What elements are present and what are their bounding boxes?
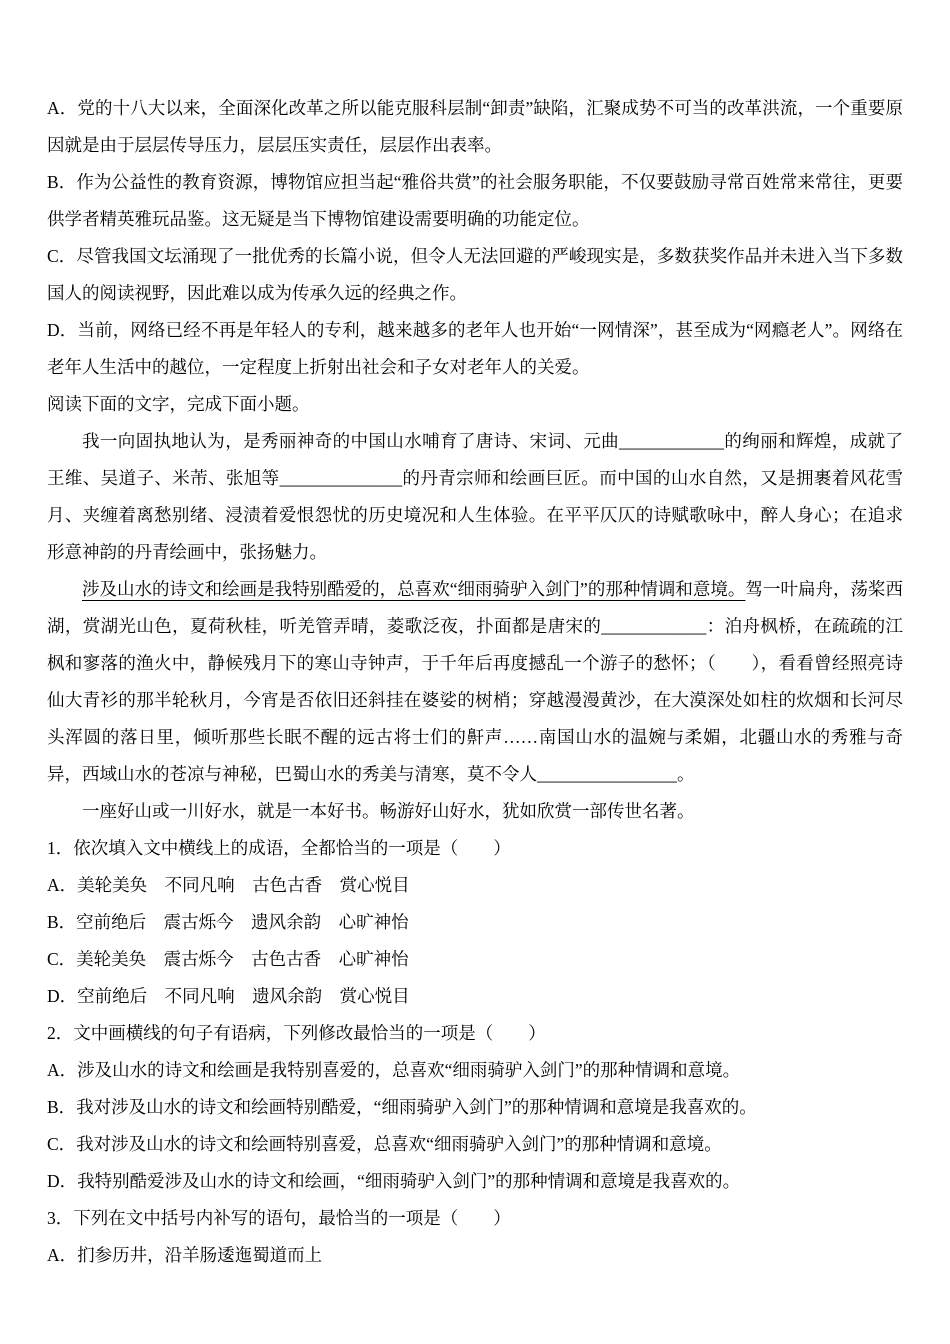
question-1-stem [47, 830, 903, 867]
question-2-option-b [47, 1089, 903, 1126]
prev-question-option-c [47, 238, 903, 312]
text-segment: A．美轮美奂 不同凡响 古色古香 赏心悦目 [47, 875, 410, 895]
question-1-option-b [47, 904, 903, 941]
text-segment: A．扪参历井，沿羊肠逶迤蜀道而上 [47, 1245, 323, 1265]
text-segment: D．空前绝后 不同凡响 遗风余韵 赏心悦目 [47, 986, 410, 1006]
passage-paragraph-3 [47, 793, 903, 830]
text-segment: B．我对涉及山水的诗文和绘画特别酷爱，“细雨骑驴入剑门”的那种情调和意境是我喜欢的。 [47, 1097, 757, 1117]
prev-question-option-d [47, 312, 903, 386]
question-3-option-a [47, 1237, 903, 1274]
prev-question-option-b [47, 164, 903, 238]
passage-paragraph-1 [47, 423, 903, 571]
text-segment: C．我对涉及山水的诗文和绘画特别喜爱，总喜欢“细雨骑驴入剑门”的那种情调和意境。 [47, 1134, 722, 1154]
reading-instruction [47, 386, 903, 423]
text-segment: D．当前，网络已经不再是年轻人的专利，越来越多的老年人也开始“一网情深”，甚至成为“网瘾老人”。网络在老年人生活中的越位，一定程度上折射出社会和子女对老年人的关爱。 [47, 320, 903, 377]
text-segment: B．作为公益性的教育资源，博物馆应担当起“雅俗共赏”的社会服务职能，不仅要鼓励寻常百姓常来常往，更要供学者精英雅玩品鉴。这无疑是当下博物馆建设需要明确的功能定位。 [47, 172, 903, 229]
question-1-option-c [47, 941, 903, 978]
question-2-option-c [47, 1126, 903, 1163]
text-segment: 1．依次填入文中横线上的成语，全都恰当的一项是（ ） [47, 838, 511, 858]
text-segment: B．空前绝后 震古烁今 遗风余韵 心旷神怡 [47, 912, 409, 932]
question-1-option-a [47, 867, 903, 904]
text-segment: C．美轮美奂 震古烁今 古色古香 心旷神怡 [47, 949, 409, 969]
question-2-option-a [47, 1052, 903, 1089]
passage-paragraph-2 [47, 571, 903, 793]
text-segment: D．我特别酷爱涉及山水的诗文和绘画，“细雨骑驴入剑门”的那种情调和意境是我喜欢的。 [47, 1171, 741, 1191]
question-2-stem [47, 1015, 903, 1052]
underlined-sentence: 涉及山水的诗文和绘画是我特别酷爱的，总喜欢“细雨骑驴入剑门”的那种情调和意境。 [82, 579, 746, 599]
document-text [47, 90, 903, 1274]
text-segment: 我一向固执地认为，是秀丽神奇的中国山水哺育了唐诗、宋词、元曲____________的绚丽和辉煌，成就了王维、吴道子、米芾、张旭等______________的丹青宗师和绘画巨匠。而中国的山水自然，又是拥裹着风花雪月、夹缠着离愁别绪、浸渍着爱恨怨忧的历史境况和人生体验。在平平仄仄的诗赋歌咏中，醉人身心；在追求形意神韵的丹青绘画中，张扬魅力。 [47, 431, 903, 562]
text-segment: C．尽管我国文坛涌现了一批优秀的长篇小说，但令人无法回避的严峻现实是，多数获奖作品并未进入当下多数国人的阅读视野，因此难以成为传承久远的经典之作。 [47, 246, 903, 303]
text-segment: 一座好山或一川好水，就是一本好书。畅游好山好水，犹如欣赏一部传世名著。 [82, 801, 695, 821]
text-segment: A．党的十八大以来，全面深化改革之所以能克服科层制“卸责”缺陷，汇聚成势不可当的改革洪流，一个重要原因就是由于层层传导压力，层层压实责任，层层作出表率。 [47, 98, 903, 155]
text-segment: A．涉及山水的诗文和绘画是我特别喜爱的，总喜欢“细雨骑驴入剑门”的那种情调和意境。 [47, 1060, 741, 1080]
text-segment: 2．文中画横线的句子有语病，下列修改最恰当的一项是（ ） [47, 1023, 546, 1043]
question-2-option-d [47, 1163, 903, 1200]
text-segment: 3．下列在文中括号内补写的语句，最恰当的一项是（ ） [47, 1208, 511, 1228]
question-3-stem [47, 1200, 903, 1237]
text-segment: 驾一叶扁舟，荡桨西湖，赏湖光山色，夏荷秋桂，听羌管弄晴，菱歌泛夜，扑面都是唐宋的____________：泊舟枫桥，在疏疏的江枫和寥落的渔火中，静候残月下的寒山寺钟声，于千年后再度撼乱一个游子的愁怀；（ ），看看曾经照亮诗仙大青衫的那半轮秋月，今宵是否依旧还斜挂在婆娑的树梢；穿越漫漫黄沙，在大漠深处如柱的炊烟和长河尽头浑圆的落日里，倾听那些长眠不醒的远古将士们的鼾声……南国山水的温婉与柔媚，北疆山水的秀雅与奇异，西域山水的苍凉与神秘，巴蜀山水的秀美与清寒，莫不令人________________。 [47, 579, 903, 784]
question-1-option-d [47, 978, 903, 1015]
text-segment: 阅读下面的文字，完成下面小题。 [47, 394, 310, 414]
prev-question-option-a [47, 90, 903, 164]
